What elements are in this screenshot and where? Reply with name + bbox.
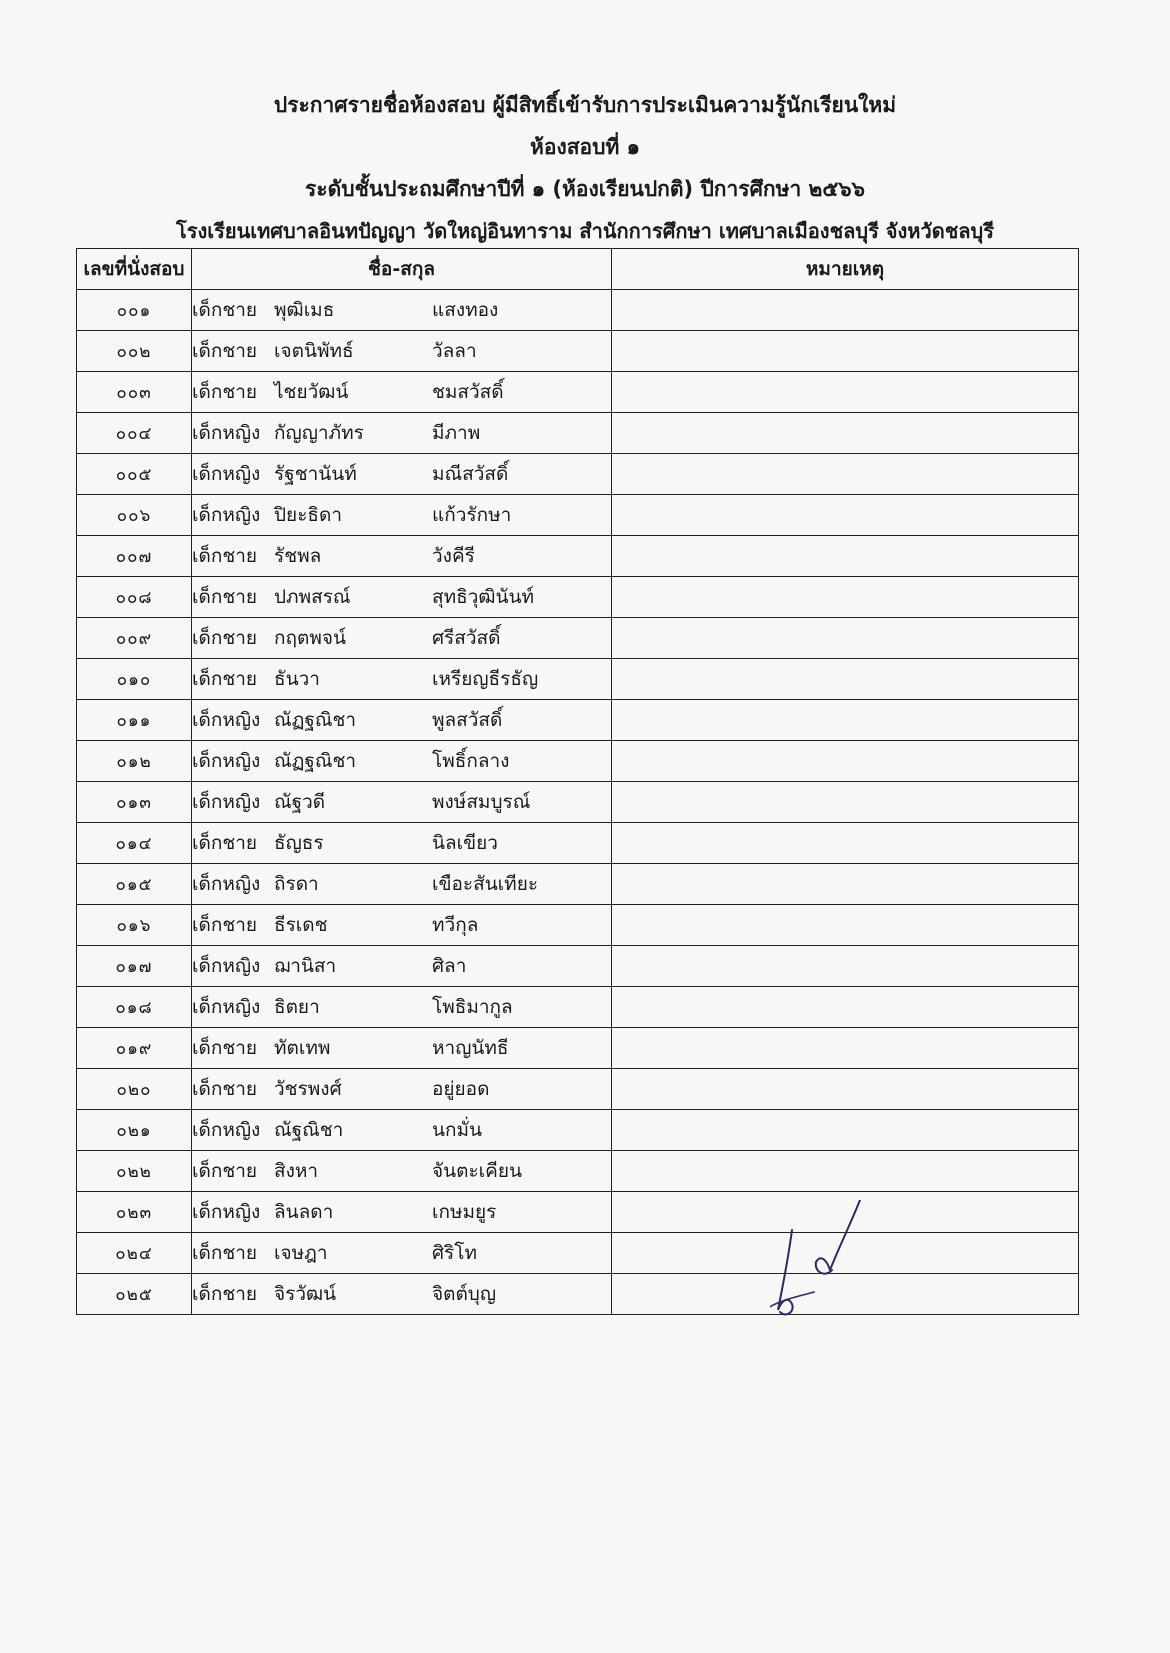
student-name-cell bbox=[192, 987, 612, 1028]
name-prefix: เด็กหญิง bbox=[192, 955, 261, 977]
first-name: ณัฐวดี bbox=[274, 791, 326, 813]
first-name: ลินลดา bbox=[274, 1201, 334, 1223]
first-name: ธัญธร bbox=[274, 832, 324, 854]
student-name-cell bbox=[192, 946, 612, 987]
document-title: ประกาศรายชื่อห้องสอบ ผู้มีสิทธิ์เข้ารับการประเมินความรู้นักเรียนใหม่ bbox=[273, 93, 897, 117]
seat-number: ๐๐๔ bbox=[77, 413, 192, 454]
name-prefix: เด็กหญิง bbox=[192, 422, 261, 444]
student-name-cell bbox=[192, 618, 612, 659]
name-prefix: เด็กชาย bbox=[192, 1242, 258, 1264]
seat-number: ๐๑๕ bbox=[77, 864, 192, 905]
table-row bbox=[77, 495, 1079, 536]
table-row bbox=[77, 1192, 1079, 1233]
seat-number: ๐๑๙ bbox=[77, 1028, 192, 1069]
seat-number: ๐๑๐ bbox=[77, 659, 192, 700]
last-name: หาญนัทธี bbox=[432, 1037, 509, 1059]
name-prefix: เด็กชาย bbox=[192, 545, 258, 567]
name-prefix: เด็กชาย bbox=[192, 914, 258, 936]
seat-number: ๐๑๔ bbox=[77, 823, 192, 864]
student-name-cell bbox=[192, 372, 612, 413]
last-name: ทวีกุล bbox=[432, 914, 479, 936]
seat-number: ๐๐๘ bbox=[77, 577, 192, 618]
name-prefix: เด็กชาย bbox=[192, 1283, 258, 1305]
note-cell bbox=[612, 454, 1079, 495]
last-name: โพธิมากูล bbox=[432, 996, 513, 1018]
seat-number: ๐๐๑ bbox=[77, 290, 192, 331]
note-cell bbox=[612, 782, 1079, 823]
name-prefix: เด็กชาย bbox=[192, 299, 258, 321]
student-name-cell bbox=[192, 782, 612, 823]
first-name: ฌานิสา bbox=[274, 955, 337, 977]
table-row bbox=[77, 413, 1079, 454]
column-header-name: ชื่อ-สกุล bbox=[192, 249, 612, 290]
last-name: อยู่ยอด bbox=[432, 1078, 490, 1100]
column-header-note: หมายเหตุ bbox=[612, 249, 1079, 290]
table-row bbox=[77, 1110, 1079, 1151]
last-name: เกษมยูร bbox=[432, 1201, 497, 1223]
student-name-cell bbox=[192, 536, 612, 577]
table-row bbox=[77, 741, 1079, 782]
note-cell bbox=[612, 331, 1079, 372]
last-name: นิลเขียว bbox=[432, 832, 498, 854]
name-prefix: เด็กหญิง bbox=[192, 463, 261, 485]
name-prefix: เด็กชาย bbox=[192, 1037, 258, 1059]
note-cell bbox=[612, 864, 1079, 905]
student-name-cell bbox=[192, 1274, 612, 1315]
note-cell bbox=[612, 1028, 1079, 1069]
column-header-seat: เลขที่นั่งสอบ bbox=[77, 249, 192, 290]
student-name-cell bbox=[192, 1151, 612, 1192]
last-name: นกมั่น bbox=[432, 1119, 483, 1141]
name-prefix: เด็กชาย bbox=[192, 340, 258, 362]
first-name: ธันวา bbox=[274, 668, 320, 690]
note-cell bbox=[612, 741, 1079, 782]
seat-number: ๐๑๒ bbox=[77, 741, 192, 782]
note-cell bbox=[612, 987, 1079, 1028]
seat-number: ๐๑๗ bbox=[77, 946, 192, 987]
student-name-cell bbox=[192, 413, 612, 454]
note-cell bbox=[612, 577, 1079, 618]
student-name-cell bbox=[192, 1110, 612, 1151]
name-prefix: เด็กหญิง bbox=[192, 873, 261, 895]
table-row bbox=[77, 536, 1079, 577]
note-cell bbox=[612, 700, 1079, 741]
last-name: เขือะสันเทียะ bbox=[432, 873, 539, 895]
student-name-cell bbox=[192, 454, 612, 495]
name-prefix: เด็กหญิง bbox=[192, 750, 261, 772]
first-name: ไชยวัฒน์ bbox=[274, 381, 349, 403]
last-name: พูลสวัสดิ์ bbox=[432, 709, 503, 731]
student-name-cell bbox=[192, 1233, 612, 1274]
seat-number: ๐๒๓ bbox=[77, 1192, 192, 1233]
first-name: กัญญาภัทร bbox=[274, 422, 364, 444]
first-name: ปิยะธิดา bbox=[274, 504, 343, 526]
student-name-cell bbox=[192, 331, 612, 372]
first-name: ธิตยา bbox=[274, 996, 320, 1018]
table-row bbox=[77, 1233, 1079, 1274]
name-prefix: เด็กหญิง bbox=[192, 709, 261, 731]
last-name: พงษ์สมบูรณ์ bbox=[432, 791, 531, 813]
first-name: จิรวัฒน์ bbox=[274, 1283, 337, 1305]
note-cell bbox=[612, 659, 1079, 700]
first-name: รัฐชานันท์ bbox=[274, 463, 357, 485]
table-row bbox=[77, 987, 1079, 1028]
name-prefix: เด็กชาย bbox=[192, 381, 258, 403]
name-prefix: เด็กหญิง bbox=[192, 504, 261, 526]
seat-number: ๐๑๖ bbox=[77, 905, 192, 946]
note-cell bbox=[612, 1069, 1079, 1110]
note-cell bbox=[612, 413, 1079, 454]
document-header bbox=[0, 84, 1170, 252]
table-row bbox=[77, 1069, 1079, 1110]
table-row bbox=[77, 1151, 1079, 1192]
seat-number: ๐๑๑ bbox=[77, 700, 192, 741]
first-name: เจตนิพัทธ์ bbox=[274, 340, 354, 362]
student-name-cell bbox=[192, 659, 612, 700]
first-name: ณัฏฐณิชา bbox=[274, 750, 357, 772]
student-name-cell bbox=[192, 290, 612, 331]
student-name-cell bbox=[192, 700, 612, 741]
last-name: สุทธิวุฒินันท์ bbox=[432, 586, 535, 608]
note-cell bbox=[612, 290, 1079, 331]
first-name: ถิรดา bbox=[274, 873, 319, 895]
table-row bbox=[77, 864, 1079, 905]
table-row bbox=[77, 1028, 1079, 1069]
last-name: ศรีสวัสดิ์ bbox=[432, 627, 501, 649]
first-name: ธีรเดช bbox=[274, 914, 328, 936]
table-row bbox=[77, 946, 1079, 987]
note-cell bbox=[612, 495, 1079, 536]
first-name: วัชรพงศ์ bbox=[274, 1078, 342, 1100]
note-cell bbox=[612, 1151, 1079, 1192]
note-cell bbox=[612, 1110, 1079, 1151]
last-name: ชมสวัสดิ์ bbox=[432, 381, 504, 403]
table-row bbox=[77, 372, 1079, 413]
student-name-cell bbox=[192, 741, 612, 782]
seat-number: ๐๒๔ bbox=[77, 1233, 192, 1274]
first-name: พุฒิเมธ bbox=[274, 299, 335, 321]
name-prefix: เด็กชาย bbox=[192, 1160, 258, 1182]
exam-roster-table bbox=[76, 248, 1079, 1315]
last-name: วังคีรี bbox=[432, 545, 475, 567]
note-cell bbox=[612, 618, 1079, 659]
table-row bbox=[77, 905, 1079, 946]
seat-number: ๐๒๐ bbox=[77, 1069, 192, 1110]
last-name: โพธิ์กลาง bbox=[432, 750, 510, 772]
student-name-cell bbox=[192, 577, 612, 618]
name-prefix: เด็กชาย bbox=[192, 1078, 258, 1100]
name-prefix: เด็กหญิง bbox=[192, 1201, 261, 1223]
last-name: จิตต์บุญ bbox=[432, 1283, 497, 1305]
last-name: มณีสวัสดิ์ bbox=[432, 463, 509, 485]
table-row bbox=[77, 823, 1079, 864]
last-name: แก้วรักษา bbox=[432, 504, 512, 526]
name-prefix: เด็กหญิง bbox=[192, 791, 261, 813]
last-name: มีภาพ bbox=[432, 422, 481, 444]
first-name: ทัตเทพ bbox=[274, 1037, 331, 1059]
table-row bbox=[77, 618, 1079, 659]
seat-number: ๐๐๒ bbox=[77, 331, 192, 372]
student-name-cell bbox=[192, 1192, 612, 1233]
student-name-cell bbox=[192, 905, 612, 946]
table-row bbox=[77, 290, 1079, 331]
first-name: กฤตพจน์ bbox=[274, 627, 346, 649]
seat-number: ๐๑๓ bbox=[77, 782, 192, 823]
table-row bbox=[77, 577, 1079, 618]
last-name: จันตะเคียน bbox=[432, 1160, 522, 1182]
first-name: ณัฏฐณิชา bbox=[274, 709, 357, 731]
note-cell bbox=[612, 536, 1079, 577]
last-name: เหรียญธีรธัญ bbox=[432, 668, 539, 690]
first-name: สิงหา bbox=[274, 1160, 319, 1182]
first-name: ปภพสรณ์ bbox=[274, 586, 351, 608]
first-name: ณัฐณิชา bbox=[274, 1119, 344, 1141]
name-prefix: เด็กชาย bbox=[192, 586, 258, 608]
handwritten-signature bbox=[770, 1200, 920, 1350]
seat-number: ๐๐๕ bbox=[77, 454, 192, 495]
first-name: เจษฎา bbox=[274, 1242, 328, 1264]
seat-number: ๐๒๕ bbox=[77, 1274, 192, 1315]
last-name: แสงทอง bbox=[432, 299, 499, 321]
first-name: รัชพล bbox=[274, 545, 322, 567]
seat-number: ๐๒๒ bbox=[77, 1151, 192, 1192]
note-cell bbox=[612, 946, 1079, 987]
last-name: ศิลา bbox=[432, 955, 467, 977]
seat-number: ๐๐๙ bbox=[77, 618, 192, 659]
name-prefix: เด็กชาย bbox=[192, 832, 258, 854]
table-row bbox=[77, 454, 1079, 495]
note-cell bbox=[612, 905, 1079, 946]
table-body bbox=[77, 290, 1079, 1315]
table-row bbox=[77, 700, 1079, 741]
student-name-cell bbox=[192, 1028, 612, 1069]
name-prefix: เด็กชาย bbox=[192, 668, 258, 690]
seat-number: ๐๒๑ bbox=[77, 1110, 192, 1151]
student-name-cell bbox=[192, 1069, 612, 1110]
table-row bbox=[77, 659, 1079, 700]
seat-number: ๐๑๘ bbox=[77, 987, 192, 1028]
table-row bbox=[77, 1274, 1079, 1315]
seat-number: ๐๐๓ bbox=[77, 372, 192, 413]
student-name-cell bbox=[192, 823, 612, 864]
seat-number: ๐๐๖ bbox=[77, 495, 192, 536]
exam-room: ห้องสอบที่ ๑ bbox=[530, 135, 640, 159]
name-prefix: เด็กชาย bbox=[192, 627, 258, 649]
grade-level: ระดับชั้นประถมศึกษาปีที่ ๑ (ห้องเรียนปกติ) ปีการศึกษา ๒๕๖๖ bbox=[305, 177, 865, 201]
table-row bbox=[77, 331, 1079, 372]
student-name-cell bbox=[192, 864, 612, 905]
table-header-row bbox=[77, 249, 1079, 290]
note-cell bbox=[612, 823, 1079, 864]
name-prefix: เด็กหญิง bbox=[192, 996, 261, 1018]
seat-number: ๐๐๗ bbox=[77, 536, 192, 577]
last-name: ศิริโท bbox=[432, 1242, 477, 1264]
student-name-cell bbox=[192, 495, 612, 536]
name-prefix: เด็กหญิง bbox=[192, 1119, 261, 1141]
school-name: โรงเรียนเทศบาลอินทปัญญา วัดใหญ่อินทาราม สำนักการศึกษา เทศบาลเมืองชลบุรี จังหวัดชลบุรี bbox=[176, 219, 994, 243]
last-name: วัลลา bbox=[432, 340, 477, 362]
note-cell bbox=[612, 372, 1079, 413]
table-row bbox=[77, 782, 1079, 823]
